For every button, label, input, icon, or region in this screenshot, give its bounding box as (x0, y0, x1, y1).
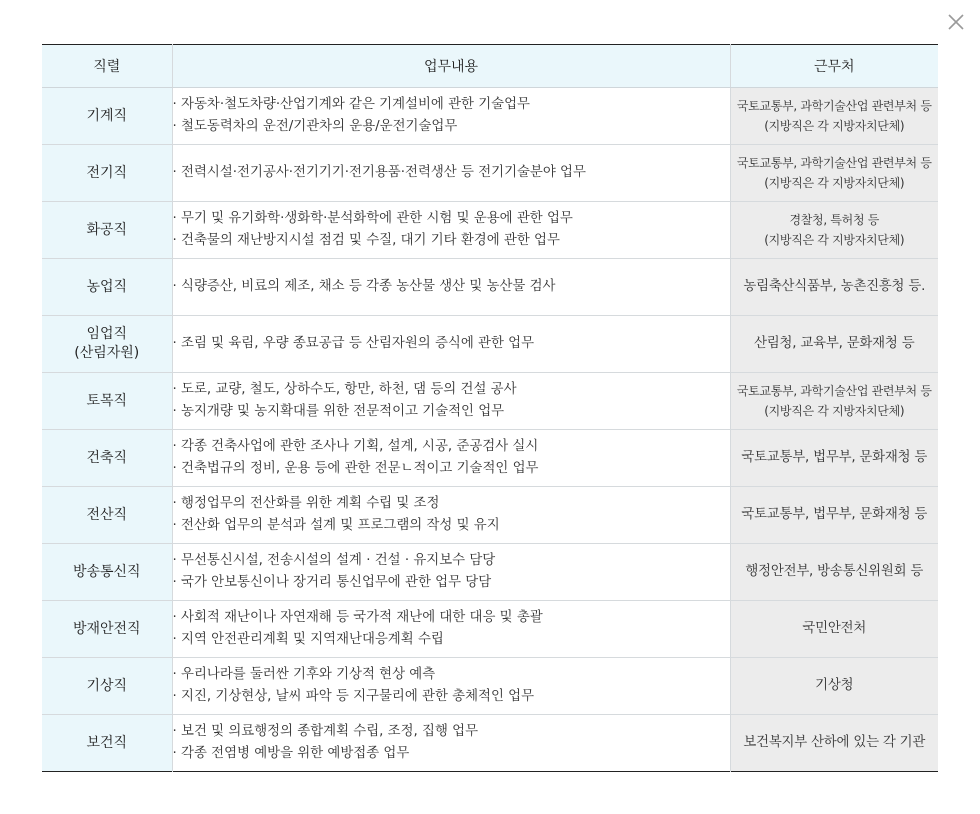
duties-cell (172, 88, 730, 145)
job-series-name: 농업직 (86, 278, 128, 295)
job-series-cell (42, 373, 172, 430)
table-row (42, 601, 938, 658)
workplace-cell (730, 658, 938, 715)
column-header-job-series: 직렬 (42, 45, 172, 88)
workplace-cell (730, 259, 938, 316)
workplace-cell (730, 88, 938, 145)
job-series-cell (42, 430, 172, 487)
table-row (42, 88, 938, 145)
table-row (42, 145, 938, 202)
table-header-row (42, 45, 938, 88)
workplace-cell (730, 601, 938, 658)
job-series-name: (산림자원) (74, 345, 140, 361)
workplace-cell (730, 487, 938, 544)
workplace-cell (730, 373, 938, 430)
workplace-cell (730, 316, 938, 373)
job-series-name: 방재안전직 (72, 620, 141, 637)
duty-item: · 철도동력차의 운전/기관차의 운용/운전기술업무 (172, 119, 458, 134)
job-series-cell (42, 544, 172, 601)
duty-item: · 지역 안전관리계획 및 지역재난대응계획 수립 (172, 632, 444, 647)
job-series-cell (42, 658, 172, 715)
duty-item: · 건축물의 재난방지시설 점검 및 수질, 대기 기타 환경에 관한 업무 (172, 233, 560, 248)
duties-cell (172, 487, 730, 544)
duty-item: · 도로, 교량, 철도, 상하수도, 항만, 하천, 댐 등의 건설 공사 (172, 382, 517, 397)
table-row (42, 658, 938, 715)
duty-item: · 전산화 업무의 분석과 설계 및 프로그램의 작성 및 유지 (172, 518, 500, 533)
job-series-cell (42, 601, 172, 658)
duties-cell (172, 430, 730, 487)
workplace-text: 국토교통부, 과학기술산업 관련부처 등 (736, 99, 932, 113)
duty-item: · 행정업무의 전산화를 위한 계획 수립 및 조정 (172, 496, 440, 511)
job-series-cell (42, 316, 172, 373)
duties-cell (172, 658, 730, 715)
workplace-cell (730, 202, 938, 259)
table-row (42, 430, 938, 487)
table-row (42, 715, 938, 772)
job-series-name: 화공직 (86, 221, 128, 238)
column-header-duties: 업무내용 (172, 45, 730, 88)
workplace-text: 행정안전부, 방송통신위원회 등 (745, 564, 924, 579)
job-series-cell (42, 259, 172, 316)
duty-item: · 무기 및 유기화학·생화학·분석화학에 관한 시험 및 운용에 관한 업무 (172, 211, 573, 226)
job-series-cell (42, 145, 172, 202)
duties-cell (172, 145, 730, 202)
job-series-cell (42, 487, 172, 544)
duty-item: · 각종 전염병 예방을 위한 예방접종 업무 (172, 746, 410, 761)
workplace-text: 기상청 (815, 678, 854, 693)
job-series-name: 임업직 (86, 326, 128, 342)
duties-cell (172, 373, 730, 430)
workplace-text: 국토교통부, 과학기술산업 관련부처 등 (736, 156, 932, 170)
table-row (42, 202, 938, 259)
job-series-cell (42, 202, 172, 259)
duties-cell (172, 715, 730, 772)
job-series-cell (42, 715, 172, 772)
job-series-name: 토목직 (86, 392, 128, 409)
duty-item: · 사회적 재난이나 자연재해 등 국가적 재난에 대한 대응 및 총괄 (172, 610, 543, 625)
workplace-text: 국토교통부, 법무부, 문화재청 등 (741, 450, 928, 465)
duties-cell (172, 544, 730, 601)
duty-item: · 각종 건축사업에 관한 조사나 기획, 설계, 시공, 준공검사 실시 (172, 439, 539, 454)
table-row (42, 316, 938, 373)
table-row (42, 487, 938, 544)
job-series-name: 건축직 (86, 449, 128, 466)
workplace-text: (지방직은 각 지방자치단체) (764, 119, 905, 133)
duty-item: · 자동차·철도차량·산업기계와 같은 기계설비에 관한 기술업무 (172, 97, 530, 112)
workplace-text: 국토교통부, 법무부, 문화재청 등 (741, 507, 928, 522)
job-series-table (42, 44, 938, 772)
workplace-text: 경찰청, 특허청 등 (789, 213, 880, 227)
table-row (42, 373, 938, 430)
workplace-text: (지방직은 각 지방자치단체) (764, 233, 905, 247)
duty-item: · 농지개량 및 농지확대를 위한 전문적이고 기술적인 업무 (172, 404, 505, 419)
duty-item: · 우리나라를 둘러싼 기후와 기상적 현상 예측 (172, 667, 436, 682)
duty-item: · 지진, 기상현상, 날씨 파악 등 지구물리에 관한 총체적인 업무 (172, 689, 535, 704)
duty-item: · 전력시설·전기공사·전기기기·전기용품·전력생산 등 전기기술분야 업무 (172, 165, 586, 180)
duties-cell (172, 202, 730, 259)
table-row (42, 544, 938, 601)
close-button[interactable] (946, 12, 966, 32)
duty-item: · 국가 안보통신이나 장거리 통신업무에 관한 업무 당담 (172, 575, 492, 590)
duties-cell (172, 316, 730, 373)
workplace-cell (730, 544, 938, 601)
workplace-cell (730, 145, 938, 202)
duty-item: · 무선통신시설, 전송시설의 설계 · 건설 · 유지보수 담당 (172, 553, 496, 568)
close-icon (946, 12, 966, 32)
job-series-name: 보건직 (86, 734, 128, 751)
job-series-name: 전산직 (86, 506, 128, 523)
workplace-text: 국민안전처 (802, 621, 867, 636)
job-series-name: 기계직 (86, 107, 128, 124)
duty-item: · 조림 및 육림, 우량 종묘공급 등 산림자원의 증식에 관한 업무 (172, 336, 535, 351)
workplace-cell (730, 430, 938, 487)
duty-item: · 건축법규의 정비, 운용 등에 관한 전문ㄴ적이고 기술적인 업무 (172, 461, 539, 476)
job-series-name: 방송통신직 (72, 563, 141, 580)
duties-cell (172, 601, 730, 658)
workplace-text: 농림축산식품부, 농촌진흥청 등. (743, 279, 926, 294)
duties-cell (172, 259, 730, 316)
duty-item: · 식량증산, 비료의 제조, 채소 등 각종 농산물 생산 및 농산물 검사 (172, 279, 556, 294)
workplace-text: 보건복지부 산하에 있는 각 기관 (743, 735, 926, 750)
job-series-name: 기상직 (86, 677, 128, 694)
job-series-cell (42, 88, 172, 145)
workplace-text: 산림청, 교육부, 문화재청 등 (754, 336, 915, 351)
workplace-text: (지방직은 각 지방자치단체) (764, 404, 905, 418)
workplace-text: 국토교통부, 과학기술산업 관련부처 등 (736, 384, 932, 398)
workplace-cell (730, 715, 938, 772)
job-series-name: 전기직 (86, 164, 128, 181)
column-header-workplace: 근무처 (730, 45, 938, 88)
duty-item: · 보건 및 의료행정의 종합계획 수립, 조정, 집행 업무 (172, 724, 479, 739)
workplace-text: (지방직은 각 지방자치단체) (764, 176, 905, 190)
table-row (42, 259, 938, 316)
